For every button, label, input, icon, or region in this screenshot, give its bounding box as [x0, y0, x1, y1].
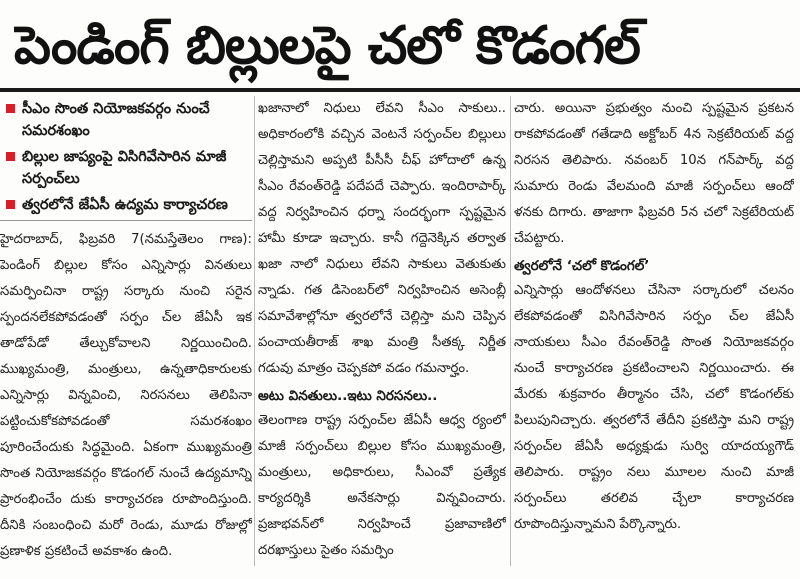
column-2-text-1: ఖజానాలో నిధులు లేవని సీఎం సాకులు.. అధికారంలోకి వచ్చిన వెంటనే సర్పంచ్‌ల బిల్లులు చెల్లిస్తామని అప్పటి పీసీసీ చీఫ్ హోదాలో ఉన్న సీఎం రేవంత్‌రెడ్డి పదేపదే చెప్పారు. ఇందిరాపార్క్ వద్ద నిర్వహించిన ధర్నా సందర్భంగా స్పష్టమైన హామీ కూడా ఇచ్చారు. కానీ గద్దెనెక్కిన తర్వాత ఖజా నాలో నిధులు లేవని సాకులు వెతుకుతు న్నాడు. గత డిసెంబర్‌లో నిర్వహించిన అసెంబ్లీ సమావేశాల్లోనూ త్వరలోనే చెల్లిస్తా మని చెప్పిన పంచాయతీరాజ్ శాఖ మంత్రి సీతక్క నిర్ణీత గడువు మాత్రం చెప్పకపో వడం గమనార్హం. [258, 101, 506, 376]
column-3 [514, 96, 794, 574]
column-3-text-2: ఎన్నిసార్లు ఆందోళనలు చేసినా సర్కారులో చలనం లేకపోవడంతో విసిగివేసారిన సర్పం చ్‌ల జేఏసీ నాయకులు సీఎం రేవంత్‌రెడ్డి సొంత నియోజకవర్గం నుంచే కార్యాచరణ ప్రకటించాలని నిర్ణయించారు. ఈ మేరకు శుక్రవారం తీర్మానం చేసి, చలో కొడంగల్‌కు పిలుపునిచ్చారు. త్వరలోనే తేదీని ప్రకటిస్తా మని రాష్ట్ర సర్పంచ్‌ల జేఏసీ అధ్యక్షుడు సుర్వి యాదయ్యగౌడ్ తెలిపారు. రాష్ట్రం నలు మూలల నుంచి మాజీ సర్పంచ్‌లు తరలివ చ్చేలా కార్యాచరణ రూపొందిస్తున్నామని పేర్కొన్నారు. [514, 283, 794, 532]
red-square-bullet-icon [6, 152, 15, 161]
highlights-divider [0, 220, 252, 221]
column-divider [510, 96, 511, 566]
highlights-list [0, 98, 252, 216]
column-3-text-1: చారు. అయినా ప్రభుత్వం నుంచి స్పష్టమైన ప్రకటన రాకపోవడంతో గతేడాది అక్టోబర్ 4న సెక్రటేరియట్ వద్ద నిరసన తెలిపారు. నవంబర్ 10న గన్‌పార్క్ వద్ద సుమారు రెండు వేలమంది మాజీ సర్పంచ్‌లు ఆందో ళనకు దిగారు. తాజాగా ఫిబ్రవరి 5న చలో సెక్రటేరియట్ చేపట్టారు. [514, 101, 794, 246]
column-1 [0, 96, 252, 574]
highlight-item: త్వరలోనే జేఏసీ ఉద్యమ కార్యాచరణ [0, 194, 252, 216]
column-1-text: హైదరాబాద్, ఫిబ్రవరి 7(నమస్తేతెలం గాణ): పెండింగ్ బిల్లుల కోసం ఎన్నిసార్లు వినతులు సమర్పించినా రాష్ట్ర సర్కారు నుంచి సరైన స్పందనలేకపోవడంతో సర్పం చ్‌ల జేఏసీ ఇక తాడోపేడో తేల్చుకోవాలని నిర్ణయించింది. ముఖ్యమంత్రి, మంత్రులు, ఉన్నతాధికారులకు ఎన్నిసార్లు విన్నవించి, నిరసనలు తెలిపినా పట్టించుకోకపోవడంతో సమరశంఖం పూరించేందుకు సిద్ధమైంది. ఏకంగా ముఖ్యమంత్రి సొంత నియోజకవర్గం కొడంగల్ నుంచే ఉద్యమాన్ని ప్రారంభించేం దుకు కార్యాచరణ రూపొందిస్తుంది. దీనికి సంబంధించి మరో రెండు, మూడు రోజుల్లో ప్రణాళిక ప్రకటించే అవకాశం ఉంది. [0, 232, 252, 559]
red-square-bullet-icon [6, 200, 15, 209]
highlight-item: బిల్లుల జాప్యంపై విసిగివేసారిన మాజీ సర్పంచ్‌లు [0, 146, 252, 190]
subheading-chalo-kodangal: త్వరలోనే ‘చలో కొడంగల్’ [514, 258, 650, 274]
column-2-text-2: తెలంగాణ రాష్ట్ర సర్పంచ్‌ల జేఏసీ ఆధ్వ ర్యంలో మాజీ సర్పంచ్‌లు బిల్లుల కోసం ముఖ్యమంత్రి, మంత్రులు, అధికారులు, సీఎంవో ప్రత్యేక కార్యదర్శికి అనేకసార్లు విన్నవించారు. ప్రజాభవన్‌లో నిర్వహించే ప్రజావాణిలో దరఖాస్తులు సైతం సమర్పిం [258, 413, 506, 558]
column-divider [254, 96, 255, 566]
highlight-item: సీఎం సొంత నియోజకవర్గం నుంచే సమరశంఖం [0, 98, 252, 142]
headline-rule [0, 88, 800, 92]
subheading-protests: అటు వినతులు..ఇటు నిరసనలు.. [258, 388, 438, 404]
column-2 [258, 96, 506, 574]
red-square-bullet-icon [6, 104, 15, 113]
headline: పెండింగ్ బిల్లులపై చలో కొడంగల్ [14, 16, 640, 76]
